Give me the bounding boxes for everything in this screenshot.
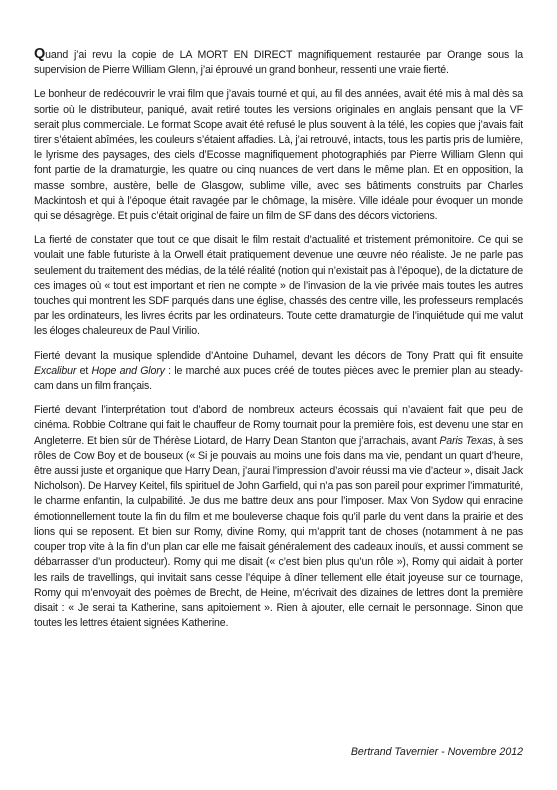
signature: Bertrand Tavernier - Novembre 2012 — [350, 746, 523, 758]
film-title: Excalibur — [34, 364, 77, 377]
article-body — [34, 47, 523, 640]
paragraph-music-decor: Fierté devant la musique splendide d’Antoine Duhamel, devant les décors de Tony Pratt qui fit ensuite Excalibur et Hope and Glory : le marché aux puces créé de toutes pièces avec le premier plan au steady-cam dans un film français. — [34, 349, 524, 393]
paragraph-cast: Fierté devant l’interprétation tout d’abord de nombreux acteurs écossais qui n’avaient fait que peu de cinéma. Robbie Coltrane qui fait le chauffeur de Romy tournait pour la première fois, est devenu une star en Angleterre. Et bien sûr de Thérèse Liotard, de Harry Dean Stanton que j’arrachais, avant Paris Texas, à ses rôles de Cow Boy et de bouseux (« Si je pouvais au moins une fois dans ma vie, pendant un quart d’heure, être aussi juste et organique que Harry Dean, j’aurai l’impression d’avoir réussi ma vie d’acteur », disait Jack Nicholson). De Harvey Keitel, fils spirituel de John Garfield, qui n’a pas son pareil pour exprimer l’immaturité, le charme enfantin, la culpabilité. Je dus me battre deux ans pour l’imposer. Max Von Sydow qui enracine émotionnellement toute la fin du film et me bouleverse chaque fois qu’il parle du vent dans la prairie et des lions qui se reposent. Et bien sur Romy, divine Romy, qui m’apprit tant de choses (notamment à ne pas couper trop vite à la fin d’un plan car elle me faisait généralement des cadeaux inouïs, et aussi comment se débarrasser d’un producteur). Romy qui me disait (« c’est bien plus qu’un rôle »), Romy qui aidait à porter les rails de travellings, qui invitait sans cesse l’équipe à dîner tellement elle était joyeuse sur ce tournage, Romy qui m’envoyait des poèmes de Brecht, de Heine, m’écrivait des dizaines de lettres dont la première disait : « Je serai ta Katherine, sans apitoiement ». Rien à ajouter, elle cernait le personnage. Sinon que toutes les lettres étaient signées Katherine. — [34, 404, 524, 630]
film-title: Hope and Glory — [91, 364, 165, 377]
paragraph-relevance: La fierté de constater que tout ce que disait le film restait d’actualité et tristement prémonitoire. Ce qui se voulait une fable futuriste à la Orwell était pratiquement devenue une œuvre néo réaliste. Je ne parle pas seulement du traitement des médias, de la télé réalité (notion qui n’existait pas à l’époque), de la dictature de ces images où « tout est important et rien ne compte » de l’invasion de la vie privée mais toutes les autres touches qui montrent les SDF parqués dans une église, chassés des centre ville, les professeurs remplacés par les ordinateurs, les livres écrits par les ordinateurs. Toute cette dramaturgie de l’inquiétude qui me valut les éloges chaleureux de Paul Virilio. — [34, 234, 523, 338]
drop-cap-letter: Q — [34, 46, 46, 62]
paragraph-rediscovery: Le bonheur de redécouvrir le vrai film que j’avais tourné et qui, au fil des années, avait été mis à mal dès sa sortie où le distributeur, paniqué, avait retiré toutes les versions originales en anglais pensant que la VF serait plus commerciale. Le format Scope avait été refusé le plus souvent à la télé, les copies que j’avais fait tirer s’étaient abîmées, les couleurs s’étaient affadies. Là, j’ai retrouvé, intacts, tous les partis pris de lumière, le lyrisme des paysages, des ciels d’Ecosse magnifiquement photographiés par Pierre William Glenn qui font partie de la dramaturgie, les quatre ou cinq nuances de vert dans le même plan. Et en opposition, la masse sombre, austère, belle de Glasgow, sublime ville, avec ses bâtiments construits par Charles Mackintosh et qui à l’époque était ravagée par le chômage, la misère. Ville idéale pour évoquer un monde qui se désagrège. Et puis c’était original de faire un film de SF dans des décors victoriens. — [34, 88, 523, 223]
film-title: Paris Texas — [439, 434, 493, 447]
paragraph-intro: Quand j’ai revu la copie de LA MORT EN DIRECT magnifiquement restaurée par Orange sous la supervision de Pierre William Glenn, j’ai éprouvé un grand bonheur, ressenti une vraie fierté. — [34, 46, 523, 77]
